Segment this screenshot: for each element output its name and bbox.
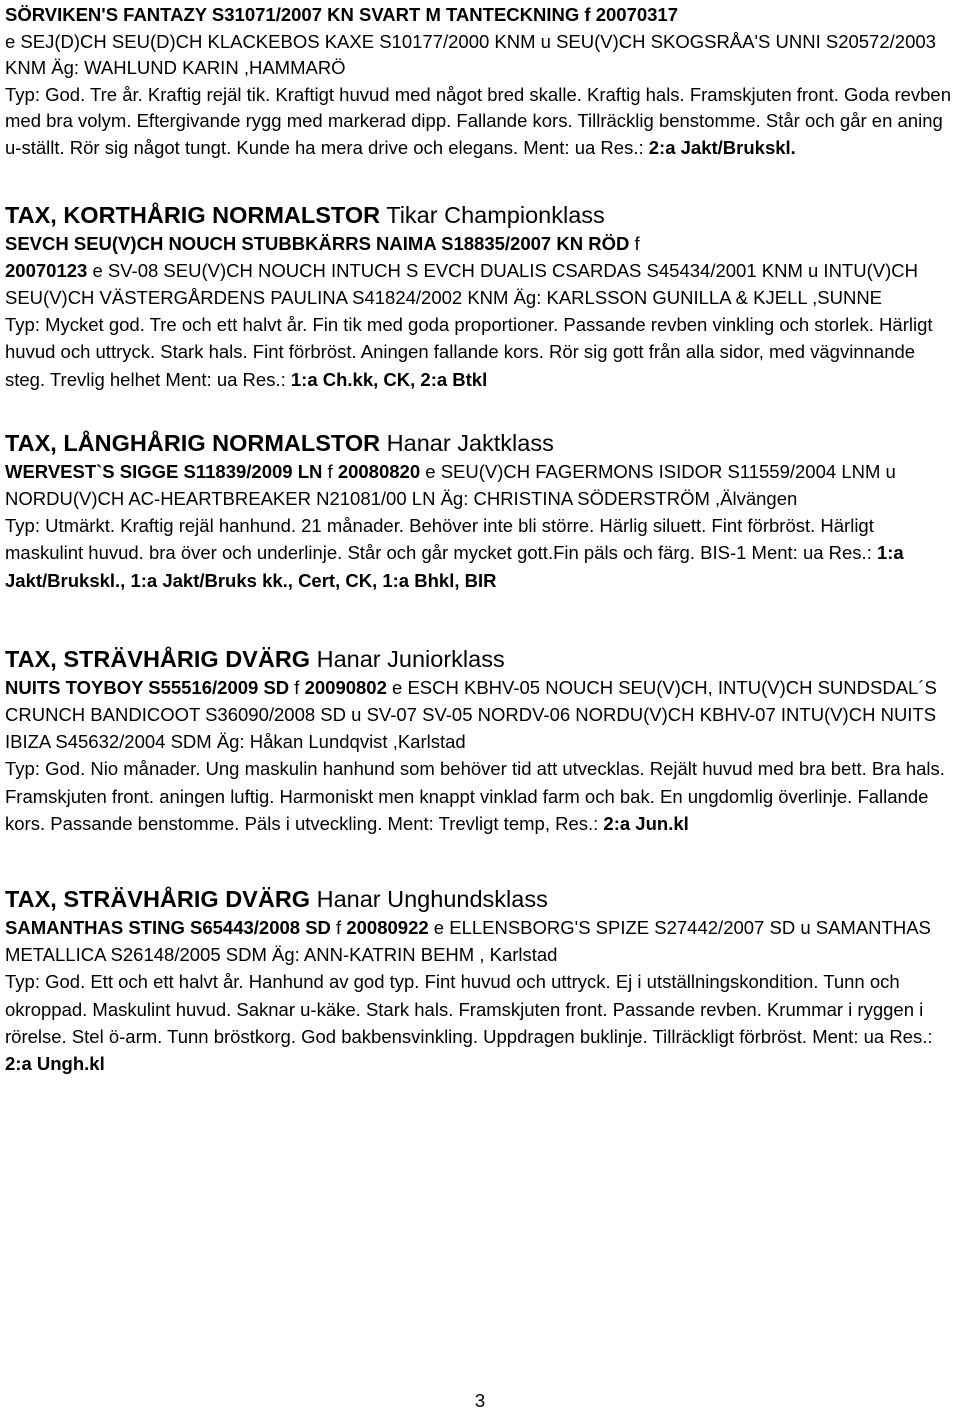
dog-name: WERVEST`S SIGGE S11839/2009 LN (5, 460, 323, 482)
section-heading: TAX, LÅNGHÅRIG NORMALSTOR Hanar Jaktklass (5, 429, 554, 456)
birth-date: 20080820 (337, 460, 421, 482)
dog-entry: SEVCH SEU(V)CH NOUCH STUBBKÄRRS NAIMA S18835/2007 KN RÖD f 20070123 e SV-08 SEU(V)CH NOUCH INTUCH S EVCH DUALIS CSARDAS S45434/2001 KNM u INTU(V)CH SEU(V)CH VÄSTERGÅRDENS PAULINA S41824/2002 KNM Äg: KARLSSON GUNILLA & KJELL ,SUNNE Typ: Mycket god. Tre och ett halvt år. Fin tik med goda proportioner. Passande revben vinkling och storlek. Härligt huvud och uttryck. Stark hals. Fint förbröst. Aningen fallande kors. Rör sig gott från alla sidor, med vägvinnande steg. Trevlig helhet Ment: ua Res.: 1:a Ch.kk, CK, 2:a Btkl (5, 232, 933, 390)
critique-text: Typ: God. Tre år. Kraftig rejäl tik. Kraftigt huvud med något bred skalle. Kraftig hals. Framskjuten front. Goda revben med bra volym. Eftergivande rygg med markerad dipp. Fallande kors. Tillräcklig benstomme. Står och går en aning u-ställt. Rör sig något tungt. Kunde ha mera drive och elegans. Ment: ua Res.: (5, 83, 952, 158)
dog-title: SÖRVIKEN'S FANTAZY S31071/2007 KN SVART M TANTECKNING f 20070317 (5, 4, 679, 25)
entry-sorvikens-fantazy (5, 2, 955, 162)
section-heading: TAX, KORTHÅRIG NORMALSTOR Tikar Championklass (5, 201, 605, 228)
dog-name: SEVCH SEU(V)CH NOUCH STUBBKÄRRS NAIMA S18835/2007 KN RÖD (5, 232, 630, 254)
dog-entry: WERVEST`S SIGGE S11839/2009 LN f 20080820 e SEU(V)CH FAGERMONS ISIDOR S11559/2004 LNM u NORDU(V)CH AC-HEARTBREAKER N21081/00 LN Äg: CHRISTINA SÖDERSTRÖM ,Älvängen Typ: Utmärkt. Kraftig rejäl hanhund. 21 månader. Behöver inte bli större. Härlig siluett. Fint förbröst. Härligt maskulint huvud. bra över och underlinje. Står och går mycket gott.Fin päls och färg. BIS-1 Ment: ua Res.: 1:a Jakt/Brukskl., 1:a Jakt/Bruks kk., Cert, CK, 1:a Bhkl, BIR (5, 460, 904, 591)
birth-date: 20070123 (5, 259, 88, 281)
dog-name: NUITS TOYBOY S55516/2009 SD (5, 676, 290, 698)
critique-text: Typ: Mycket god. Tre och ett halvt år. Fin tik med goda proportioner. Passande revben vinkling och storlek. Härligt huvud och uttryck. Stark hals. Fint förbröst. Aningen fallande kors. Rör sig gott från alla sidor, med vägvinnande steg. Trevlig helhet Ment: ua Res.: (5, 314, 933, 390)
section-långhårig-hanar-jaktklass (5, 428, 955, 594)
section-heading: TAX, STRÄVHÅRIG DVÄRG Hanar Juniorklass (5, 645, 505, 672)
section-heading: TAX, STRÄVHÅRIG DVÄRG Hanar Unghundsklass (5, 886, 548, 913)
section-strävhårig-hanar-juniorklass (5, 644, 955, 837)
page-number: 3 (474, 1390, 486, 1411)
result-text: 1:a Ch.kk, CK, 2:a Btkl (290, 368, 488, 390)
document-page (5, 0, 955, 1077)
birth-date: 20090802 (304, 676, 387, 698)
pedigree-text: e ESCH KBHV-05 NOUCH SEU(V)CH, INTU(V)CH SUNDSDAL´S CRUNCH BANDICOOT S36090/2008 SD u SV-07 SV-05 NORDV-06 NORDU(V)CH KBHV-07 INTU(V)CH NUITS IBIZA S45632/2004 SDM Äg: Håkan Lundqvist ,Karlstad (5, 676, 937, 753)
result-text: 2:a Jun.kl (603, 812, 689, 834)
dog-entry: NUITS TOYBOY S55516/2009 SD f 20090802 e ESCH KBHV-05 NOUCH SEU(V)CH, INTU(V)CH SUNDSDAL´S CRUNCH BANDICOOT S36090/2008 SD u SV-07 SV-05 NORDV-06 NORDU(V)CH KBHV-07 INTU(V)CH NUITS IBIZA S45632/2004 SDM Äg: Håkan Lundqvist ,Karlstad Typ: God. Nio månader. Ung maskulin hanhund som behöver tid att utvecklas. Rejält huvud med bra bett. Bra hals. Framskjuten front. aningen luftig. Harmoniskt men knappt vinklad farm och bak. En ungdomlig överlinje. Fallande kors. Passande benstomme. Päls i utveckling. Ment: Trevligt temp, Res.: 2:a Jun.kl (5, 676, 945, 834)
critique-text: Typ: God. Ett och ett halvt år. Hanhund av god typ. Fint huvud och uttryck. Ej i utställningskondition. Tunn och okroppad. Maskulint huvud. Saknar u-käke. Stark hals. Framskjuten front. Passande revben. Krummar i ryggen i rörelse. Stel ö-arm. Tunn bröstkorg. God bakbensvinkling. Uppdragen buklinje. Tillräckligt förbröst. Ment: ua Res.: (5, 971, 933, 1047)
pedigree-text: e SV-08 SEU(V)CH NOUCH INTUCH S EVCH DUALIS CSARDAS S45434/2001 KNM u INTU(V)CH SEU(V)CH VÄSTERGÅRDENS PAULINA S41824/2002 KNM Äg: KARLSSON GUNILLA & KJELL ,SUNNE (5, 259, 918, 308)
section-korthårig-tikar-championklass (5, 200, 955, 393)
pedigree-text: e SEU(V)CH FAGERMONS ISIDOR S11559/2004 LNM u NORDU(V)CH AC-HEARTBREAKER N21081/00 LN Äg: CHRISTINA SÖDERSTRÖM ,Älvängen (5, 460, 896, 509)
birth-date: 20080922 (346, 917, 429, 939)
result-text: 2:a Ungh.kl (5, 1053, 105, 1075)
result-text: 2:a Jakt/Brukskl. (648, 136, 796, 158)
critique-text: Typ: Utmärkt. Kraftig rejäl hanhund. 21 månader. Behöver inte bli större. Härlig siluett. Fint förbröst. Härligt maskulint huvud. bra över och underlinje. Står och går mycket gott.Fin päls och färg. BIS-1 Ment: ua Res.: (5, 515, 877, 564)
pedigree-text: e ELLENSBORG'S SPIZE S27442/2007 SD u SAMANTHAS METALLICA S26148/2005 SDM Äg: ANN-KATRIN BEHM , Karlstad (5, 917, 931, 966)
dog-entry: SAMANTHAS STING S65443/2008 SD f 20080922 e ELLENSBORG'S SPIZE S27442/2007 SD u SAMANTHAS METALLICA S26148/2005 SDM Äg: ANN-KATRIN BEHM , Karlstad Typ: God. Ett och ett halvt år. Hanhund av god typ. Fint huvud och uttryck. Ej i utställningskondition. Tunn och okroppad. Maskulint huvud. Saknar u-käke. Stark hals. Framskjuten front. Passande revben. Krummar i ryggen i rörelse. Stel ö-arm. Tunn bröstkorg. God bakbensvinkling. Uppdragen buklinje. Tillräckligt förbröst. Ment: ua Res.: 2:a Ungh.kl (5, 917, 933, 1075)
section-strävhårig-hanar-unghundsklass (5, 884, 955, 1077)
result-text: 1:a Jakt/Brukskl., 1:a Jakt/Bruks kk., Cert, CK, 1:a Bhkl, BIR (5, 542, 904, 591)
dog-name: SAMANTHAS STING S65443/2008 SD (5, 917, 331, 939)
critique-text: Typ: God. Nio månader. Ung maskulin hanhund som behöver tid att utvecklas. Rejält huvud med bra bett. Bra hals. Framskjuten front. aningen luftig. Harmoniskt men knappt vinklad farm och bak. En ungdomlig överlinje. Fallande kors. Passande benstomme. Päls i utveckling. Ment: Trevligt temp, Res.: (5, 758, 945, 834)
pedigree-text: e SEJ(D)CH SEU(D)CH KLACKEBOS KAXE S10177/2000 KNM u SEU(V)CH SKOGSRÅA'S UNNI S20572/2003 KNM Äg: WAHLUND KARIN ,HAMMARÖ (5, 30, 936, 79)
